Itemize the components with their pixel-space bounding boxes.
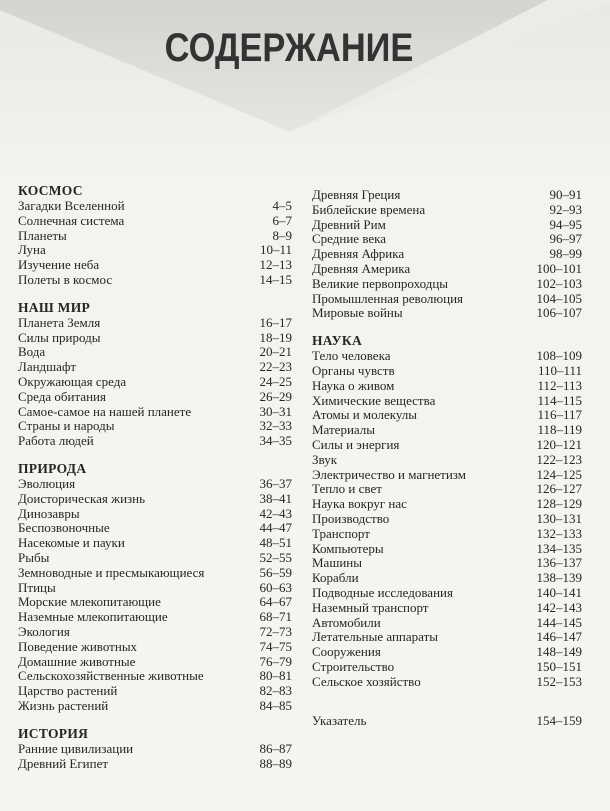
entry-pages: 88–89 [259,755,292,771]
entry-pages: 52–55 [259,549,292,565]
entry-title: Наземный транспорт [312,600,429,615]
entry-title: Работа людей [18,434,94,449]
toc-entry[interactable] [18,610,292,625]
toc-entry[interactable] [312,349,582,364]
toc-entry[interactable] [18,477,292,492]
toc-entry[interactable] [18,595,292,610]
entry-pages: 8–9 [272,227,292,243]
toc-entry[interactable] [312,277,582,292]
entry-title: Ранние цивилизации [18,741,134,756]
entry-pages: 152–153 [536,673,582,689]
entry-pages: 86–87 [259,740,292,756]
entry-pages: 60–63 [259,579,292,595]
entry-title: Промышленная революция [312,291,464,306]
entry-pages: 72–73 [259,623,292,639]
entry-pages: 6–7 [272,212,292,228]
entry-pages: 140–141 [536,584,582,600]
entry-title: Тепло и свет [312,482,382,497]
entry-title: Динозавры [18,506,80,521]
entry-pages: 80–81 [259,668,292,684]
entry-pages: 22–23 [259,359,292,375]
entry-pages: 96–97 [549,231,582,247]
toc-entry[interactable] [18,419,292,434]
toc-entry[interactable] [18,742,292,757]
entry-title: Древняя Африка [312,247,405,262]
entry-pages: 106–107 [536,305,582,321]
entry-pages: 64–67 [259,594,292,610]
entry-title: Древний Рим [312,217,386,232]
toc-entry[interactable] [312,306,582,321]
toc-entry[interactable] [18,699,292,714]
entry-pages: 14–15 [259,271,292,287]
toc-section-our-world [18,300,292,449]
entry-title: Строительство [312,659,395,674]
entry-pages: 94–95 [549,216,582,232]
entry-pages: 24–25 [259,373,292,389]
toc-entry[interactable] [312,497,582,512]
entry-title: Великие первопроходцы [312,276,449,291]
entry-pages: 146–147 [536,629,582,645]
entry-title: Планета Земля [18,315,101,330]
entry-title: Мировые войны [312,306,403,321]
toc-entry[interactable] [312,232,582,247]
entry-title: Автомобили [312,615,381,630]
entry-pages: 76–79 [259,653,292,669]
toc-section-nature [18,461,292,714]
toc-entry[interactable] [18,625,292,640]
toc-entry[interactable] [312,601,582,616]
entry-title: Среда обитания [18,389,106,404]
entry-title: Атомы и молекулы [312,408,418,423]
section-header: НАШ МИР [18,299,91,315]
toc-entry[interactable] [312,482,582,497]
toc-entry[interactable] [312,468,582,483]
entry-title: Органы чувств [312,363,395,378]
toc-entry[interactable] [18,655,292,670]
entry-title: Поведение животных [18,639,138,654]
toc-entry[interactable] [18,360,292,375]
entry-pages: 144–145 [536,614,582,630]
entry-title: Производство [312,511,390,526]
entry-pages: 132–133 [536,525,582,541]
toc-entry[interactable] [18,405,292,420]
toc-entry[interactable] [18,640,292,655]
entry-title: Наука о живом [312,378,395,393]
entry-pages: 154–159 [536,712,582,728]
entry-title: Царство растений [18,684,118,699]
entry-pages: 90–91 [549,187,582,202]
toc-entry[interactable] [18,390,292,405]
toc-entry[interactable] [18,331,292,346]
entry-pages: 98–99 [549,246,582,262]
entry-title: Страны и народы [18,419,115,434]
entry-title: Материалы [312,423,376,438]
entry-title: Полеты в космос [18,272,113,287]
toc-entry[interactable] [312,262,582,277]
entry-title: Летательные аппараты [312,630,438,645]
entry-title: Машины [312,556,362,571]
entry-pages: 124–125 [536,466,582,482]
toc-left-column [18,183,292,783]
toc-entry[interactable] [312,556,582,571]
toc-entry[interactable] [18,536,292,551]
toc-entry[interactable] [312,630,582,645]
entry-pages: 120–121 [536,436,582,452]
entry-title: Силы природы [18,330,101,345]
entry-title: Беспозвоночные [18,521,110,536]
entry-title: Химические вещества [312,393,436,408]
toc-entry[interactable] [18,199,292,214]
entry-title: Доисторическая жизнь [18,491,146,506]
entry-title: Древний Египет [18,756,109,771]
toc-right-column [312,188,582,728]
entry-title: Древняя Америка [312,261,411,276]
entry-pages: 148–149 [536,644,582,660]
toc-entry[interactable] [18,214,292,229]
entry-title: Сельское хозяйство [312,674,421,689]
entry-title: Эволюция [18,476,76,491]
section-header: ПРИРОДА [18,460,87,476]
entry-title: Корабли [312,571,359,586]
toc-entry[interactable] [18,273,292,288]
entry-pages: 112–113 [537,377,582,393]
toc-entry[interactable] [312,512,582,527]
toc-entry[interactable] [312,203,582,218]
entry-pages: 68–71 [259,609,292,625]
entry-pages: 26–29 [259,388,292,404]
toc-entry[interactable] [312,616,582,631]
toc-section-space [18,183,292,288]
toc-entry[interactable] [312,645,582,660]
entry-title: Звук [312,452,338,467]
entry-title: Подводные исследования [312,585,453,600]
entry-title: Домашние животные [18,654,136,669]
entry-pages: 108–109 [536,348,582,364]
entry-pages: 10–11 [259,242,292,258]
toc-entry[interactable] [18,684,292,699]
entry-title: Загадки Вселенной [18,199,125,213]
entry-pages: 44–47 [259,520,292,536]
entry-title: Древняя Греция [312,188,401,202]
entry-pages: 12–13 [259,257,292,273]
entry-title: Наземные млекопитающие [18,610,168,625]
toc-entry[interactable] [312,188,582,203]
entry-pages: 126–127 [536,481,582,497]
entry-pages: 38–41 [259,490,292,506]
entry-title: Птицы [18,580,56,595]
toc-entry[interactable] [312,379,582,394]
toc-entry-index[interactable] [312,714,582,729]
entry-title: Электричество и магнетизм [312,467,466,482]
entry-pages: 116–117 [537,407,582,423]
toc-entry[interactable] [18,551,292,566]
entry-pages: 56–59 [259,564,292,580]
entry-pages: 82–83 [259,683,292,699]
entry-title: Окружающая среда [18,374,127,389]
entry-title: Сооружения [312,645,381,660]
entry-pages: 36–37 [259,475,292,491]
toc-entry[interactable] [18,375,292,390]
entry-title: Земноводные и пресмыкающиеся [18,565,205,580]
entry-pages: 32–33 [259,418,292,434]
entry-pages: 18–19 [259,329,292,345]
toc-entry[interactable] [18,243,292,258]
entry-pages: 128–129 [536,496,582,512]
entry-pages: 118–119 [537,422,582,438]
section-header: КОСМОС [18,183,83,198]
toc-entry[interactable] [312,527,582,542]
entry-pages: 30–31 [259,403,292,419]
entry-pages: 100–101 [536,260,582,276]
entry-pages: 16–17 [259,314,292,330]
entry-pages: 136–137 [536,555,582,571]
toc-entry[interactable] [312,571,582,586]
entry-pages: 150–151 [536,658,582,674]
entry-pages: 130–131 [536,510,582,526]
entry-title: Средние века [312,232,387,247]
toc-section-history [18,726,292,772]
entry-pages: 42–43 [259,505,292,521]
entry-pages: 138–139 [536,570,582,586]
entry-title: Тело человека [312,349,391,364]
entry-title: Экология [18,624,70,639]
toc-entry[interactable] [312,247,582,262]
toc-entry[interactable] [312,586,582,601]
entry-pages: 142–143 [536,599,582,615]
entry-pages: 48–51 [259,535,292,551]
toc-section-history-continued [312,188,582,321]
toc-entry[interactable] [312,292,582,307]
entry-title: Библейские времена [312,202,426,217]
entry-title: Транспорт [312,526,370,541]
entry-title: Самое-самое на нашей планете [18,404,192,419]
toc-entry[interactable] [18,258,292,273]
entry-title: Наука вокруг нас [312,497,407,512]
entry-pages: 102–103 [536,275,582,291]
entry-pages: 122–123 [536,451,582,467]
entry-pages: 4–5 [272,198,292,213]
toc-section-science [312,333,582,689]
toc-entry[interactable] [312,675,582,690]
toc-entry[interactable] [18,229,292,244]
toc-entry[interactable] [18,566,292,581]
toc-entry[interactable] [312,542,582,557]
entry-title: Изучение неба [18,258,100,273]
entry-title: Жизнь растений [18,698,109,713]
toc-entry[interactable] [312,218,582,233]
toc-entry[interactable] [18,316,292,331]
toc-entry[interactable] [312,438,582,453]
entry-title: Указатель [312,713,367,728]
toc-entry[interactable] [18,581,292,596]
entry-pages: 92–93 [549,201,582,217]
entry-pages: 104–105 [536,290,582,306]
entry-title: Силы и энергия [312,437,400,452]
toc-entry[interactable] [18,757,292,772]
toc-entry[interactable] [312,408,582,423]
page-title: СОДЕРЖАНИЕ [164,26,414,70]
toc-entry[interactable] [18,492,292,507]
entry-title: Вода [18,345,46,360]
entry-pages: 74–75 [259,638,292,654]
entry-title: Солнечная система [18,213,125,228]
toc-entry[interactable] [312,394,582,409]
section-header: НАУКА [312,333,363,349]
toc-entry[interactable] [312,453,582,468]
entry-title: Рыбы [18,550,50,565]
entry-title: Луна [18,243,46,258]
entry-title: Сельскохозяйственные животные [18,669,204,684]
toc-entry[interactable] [312,423,582,438]
entry-title: Морские млекопитающие [18,595,161,610]
toc-entry[interactable] [312,660,582,675]
section-header: ИСТОРИЯ [18,725,89,741]
toc-entry[interactable] [18,345,292,360]
toc-entry[interactable] [18,669,292,684]
entry-title: Компьютеры [312,541,384,556]
toc-entry[interactable] [18,521,292,536]
entry-pages: 134–135 [536,540,582,556]
entry-title: Планеты [18,228,67,243]
toc-entry[interactable] [18,507,292,522]
toc-entry[interactable] [312,364,582,379]
entry-pages: 114–115 [537,392,582,408]
entry-title: Насекомые и пауки [18,536,125,551]
entry-pages: 34–35 [259,433,292,449]
toc-entry[interactable] [18,434,292,449]
entry-pages: 110–111 [537,362,582,378]
entry-pages: 84–85 [259,697,292,713]
entry-title: Ландшафт [18,360,77,375]
entry-pages: 20–21 [259,344,292,360]
